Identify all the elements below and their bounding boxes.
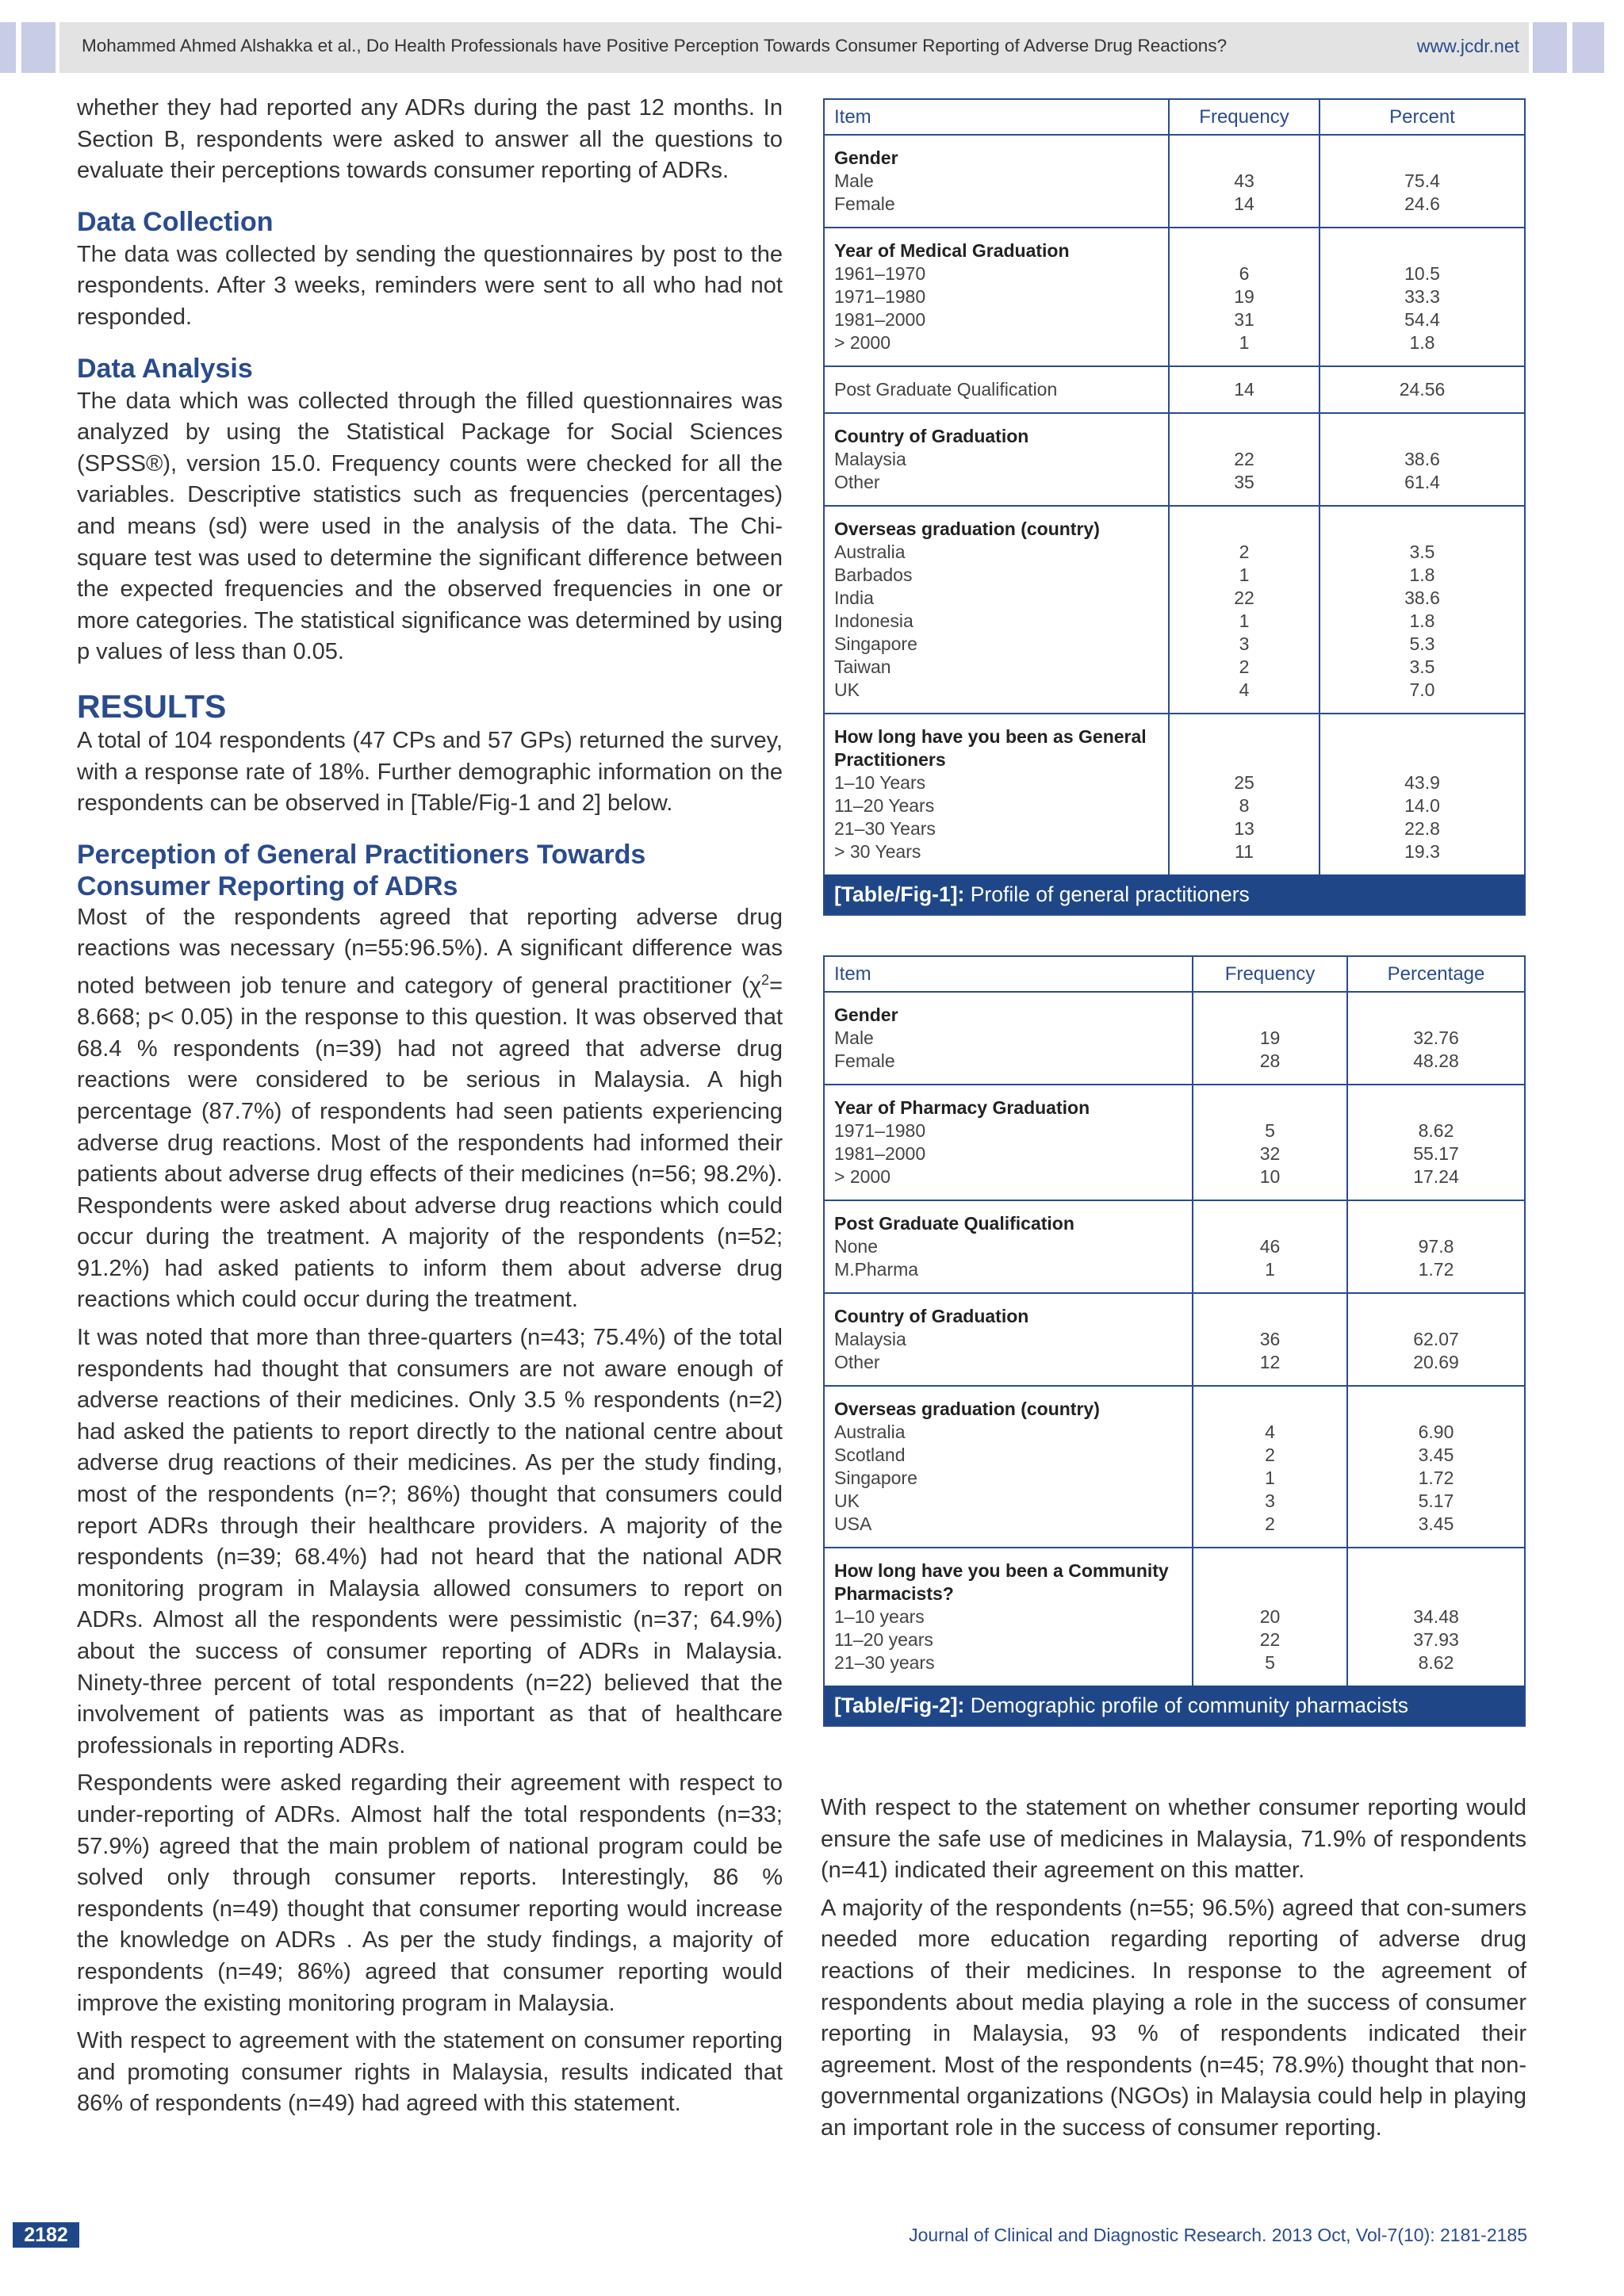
group-title: Gender bbox=[834, 1004, 898, 1025]
group-title: How long have you been a Community bbox=[834, 1560, 1169, 1581]
percent-value: 24.56 bbox=[1399, 379, 1446, 400]
left-column bbox=[77, 93, 783, 2120]
table-fig-2 bbox=[823, 955, 1526, 1727]
frequency-value: 3 bbox=[1265, 1490, 1275, 1511]
paragraph-consumer-rights: With respect to agreement with the statement on consumer reporting and promoting consumer rights in Malaysia, results indicated that 86% of respondents (n=49) had agreed with this statement. bbox=[77, 2028, 783, 2117]
heading-data-collection: Data Collection bbox=[77, 206, 274, 237]
item-cell bbox=[825, 1200, 1193, 1293]
percent-value: 62.07 bbox=[1413, 1329, 1459, 1349]
item-cell bbox=[825, 992, 1193, 1085]
row-label: Singapore bbox=[834, 633, 917, 654]
row-label: Other bbox=[834, 472, 880, 492]
percent-value: 54.4 bbox=[1404, 309, 1440, 330]
perception-text-b: = 8.668; p< 0.05) in the response to this question. It was observed that 68.4 % respondents (n=39) had not agreed that adverse drug reactions were considered to be serious in Malaysia. A high percentage (87.7%) of respondents had seen patients experiencing adverse drug reactions. Most of the respondents had informed their patients about adverse drug effects of their medicines (n=56; 98.2%). Respondents were asked about adverse drug reactions which could occur during the treatment. A majority of the respondents (n=52; 91.2%) had asked patients to inform them about adverse drug reactions which could occur during the treatment. bbox=[77, 973, 783, 1313]
paragraph-education: A majority of the respondents (n=55; 96.5%) agreed that con-sumers needed more education regarding reporting of adverse drug reactions of their medicines. In response to the agreement of respondents about media playing a role in the success of consumer reporting in Malaysia, 93 % of respondents indicated their agreement. Most of the respondents (n=45; 78.9%) thought that non-governmental organizations (NGOs) in Malaysia could help in playing an important role in the success of consumer reporting. bbox=[821, 1895, 1526, 2141]
frequency-value: 4 bbox=[1239, 679, 1250, 700]
percent-value: 97.8 bbox=[1418, 1236, 1454, 1257]
row-label: Taiwan bbox=[834, 656, 891, 677]
table-row bbox=[825, 714, 1524, 874]
item-cell bbox=[825, 413, 1169, 506]
row-label: 1–10 years bbox=[834, 1606, 925, 1627]
chi-superscript: 2 bbox=[761, 971, 770, 988]
column-header-percent: Percent bbox=[1320, 100, 1524, 135]
row-label: > 2000 bbox=[834, 1166, 891, 1187]
frequency-value: 19 bbox=[1259, 1027, 1281, 1048]
table-row bbox=[825, 1548, 1524, 1686]
frequency-cell bbox=[1193, 1085, 1347, 1200]
percent-value: 20.69 bbox=[1413, 1352, 1459, 1372]
percent-value: 5.17 bbox=[1418, 1490, 1454, 1511]
percent-value: 33.3 bbox=[1404, 286, 1440, 307]
frequency-value: 36 bbox=[1259, 1329, 1281, 1349]
percent-value: 38.6 bbox=[1404, 449, 1440, 469]
table-row bbox=[825, 135, 1524, 228]
group-title: Pharmacists? bbox=[834, 1583, 954, 1604]
column-header-percentage: Percentage bbox=[1347, 957, 1524, 992]
percent-value: 48.28 bbox=[1413, 1050, 1459, 1071]
row-label: 1981–2000 bbox=[834, 309, 926, 330]
percent-value: 22.8 bbox=[1404, 818, 1440, 839]
row-label: Male bbox=[834, 1027, 874, 1048]
frequency-cell bbox=[1169, 506, 1320, 714]
percent-value: 7.0 bbox=[1409, 679, 1435, 700]
percent-value: 14.0 bbox=[1404, 795, 1440, 816]
row-label: M.Pharma bbox=[834, 1259, 919, 1280]
percent-value: 1.8 bbox=[1409, 332, 1435, 353]
group-title: How long have you been as General bbox=[834, 726, 1147, 747]
table-row bbox=[825, 413, 1524, 506]
row-label: Female bbox=[834, 1050, 895, 1071]
running-header-title: Mohammed Ahmed Alshakka et al., Do Health Professionals have Positive Perception Towards Consumer Reporting of Adverse Drug Reactions? bbox=[82, 36, 1228, 55]
frequency-cell bbox=[1193, 1200, 1347, 1293]
percent-value: 1.72 bbox=[1418, 1259, 1454, 1280]
frequency-value: 5 bbox=[1265, 1652, 1275, 1673]
frequency-value: 4 bbox=[1265, 1422, 1275, 1442]
percent-value: 34.48 bbox=[1413, 1606, 1459, 1627]
row-label: Barbados bbox=[834, 564, 913, 585]
percent-value: 5.3 bbox=[1409, 633, 1435, 654]
frequency-cell bbox=[1169, 714, 1320, 874]
item-cell bbox=[825, 228, 1169, 366]
frequency-value: 32 bbox=[1259, 1143, 1281, 1164]
paragraph-awareness: It was noted that more than three-quarters (n=43; 75.4%) of the total respondents had thought that consumers are not aware enough of adverse reactions of their medicines. Only 3.5 % respondents (n=2) had asked the patients to report directly to the national centre about adverse drug reactions of their medicines. As per the study finding, most of the respondents (n=?; 86%) thought that consumers could report ADRs through their healthcare providers. A majority of the respondents (n=39; 68.4%) had not heard that the national ADR monitoring program in Malaysia allowed consumers to report on ADRs. Almost all the respondents were pessimistic (n=37; 64.9%) about the success of consumer reporting of ADRs in Malaysia. Ninety-three percent of total respondents (n=22) believed that the involvement of patients was as important as that of healthcare professionals in reporting ADRs. bbox=[77, 1325, 783, 1758]
paragraph-data-collection: The data was collected by sending the questionnaires by post to the respondents. After 3 weeks, reminders were sent to all who had not responded. bbox=[77, 241, 783, 330]
frequency-value: 11 bbox=[1235, 841, 1254, 862]
percent-value: 3.45 bbox=[1418, 1513, 1454, 1534]
row-label: > 30 Years bbox=[834, 841, 921, 862]
table-caption bbox=[825, 874, 1524, 914]
percent-cell bbox=[1320, 228, 1524, 366]
frequency-value: 2 bbox=[1265, 1445, 1275, 1465]
group-title: Year of Medical Graduation bbox=[834, 240, 1070, 261]
heading-perception bbox=[77, 839, 783, 902]
paragraph-results: A total of 104 respondents (47 CPs and 57 GPs) returned the survey, with a response rate of 18%. Further demographic information on the respondents can be observed in [Table/Fig-1 and 2] below. bbox=[77, 727, 783, 817]
heading-perception-line-2: Consumer Reporting of ADRs bbox=[77, 871, 458, 901]
frequency-value: 22 bbox=[1234, 449, 1254, 469]
column-header-frequency: Frequency bbox=[1169, 100, 1320, 135]
percent-value: 24.6 bbox=[1404, 193, 1440, 214]
table-row bbox=[825, 1293, 1524, 1386]
row-label: India bbox=[834, 587, 874, 608]
frequency-value: 3 bbox=[1239, 633, 1250, 654]
item-cell bbox=[825, 135, 1169, 228]
percent-value: 10.5 bbox=[1404, 263, 1440, 284]
frequency-value: 12 bbox=[1259, 1352, 1281, 1372]
table-fig-1 bbox=[823, 98, 1526, 916]
percent-value: 1.8 bbox=[1409, 610, 1435, 631]
item-cell bbox=[825, 366, 1169, 413]
frequency-cell bbox=[1169, 135, 1320, 228]
table-row bbox=[825, 366, 1524, 413]
percent-cell bbox=[1320, 714, 1524, 874]
percent-value: 3.5 bbox=[1409, 541, 1435, 562]
percent-cell bbox=[1320, 366, 1524, 413]
item-cell bbox=[825, 506, 1169, 714]
percent-value: 8.62 bbox=[1418, 1120, 1454, 1141]
row-label: None bbox=[834, 1236, 878, 1257]
percent-value: 3.45 bbox=[1418, 1445, 1454, 1465]
perception-text-a: Most of the respondents agreed that reporting adverse drug reactions was necessary (n=55:96.5%). A significant difference was noted between job tenure and category of general practitioner ( bbox=[77, 904, 783, 999]
item-cell bbox=[825, 714, 1169, 874]
frequency-value: 13 bbox=[1234, 818, 1254, 839]
frequency-value: 28 bbox=[1259, 1050, 1281, 1071]
caption-label: [Table/Fig-2]: bbox=[834, 1693, 965, 1717]
caption-text: Demographic profile of community pharmacists bbox=[964, 1693, 1409, 1717]
row-label: 1971–1980 bbox=[834, 1120, 926, 1141]
journal-url-link[interactable]: www.jcdr.net bbox=[1416, 36, 1519, 56]
frequency-cell bbox=[1193, 1386, 1347, 1548]
percent-value: 1.72 bbox=[1418, 1468, 1454, 1488]
frequency-value: 31 bbox=[1234, 309, 1254, 330]
row-label: USA bbox=[834, 1513, 872, 1534]
frequency-value: 43 bbox=[1234, 170, 1254, 191]
percent-cell bbox=[1347, 1085, 1524, 1200]
item-cell bbox=[825, 1293, 1193, 1386]
frequency-value: 46 bbox=[1259, 1236, 1281, 1257]
frequency-cell bbox=[1193, 992, 1347, 1085]
percent-cell bbox=[1320, 135, 1524, 228]
row-label: 11–20 years bbox=[834, 1629, 933, 1650]
group-title: Practitioners bbox=[834, 749, 946, 770]
paragraph-under-reporting: Respondents were asked regarding their agreement with respect to under-reporting of ADRs. Almost half the total respondents (n=33; 57.9%) agreed that the main problem of national program could be solved only through consumer reports. Interestingly, 86 % respondents (n=49) thought that consumer reporting would increase the knowledge on ADRs . As per the study findings, a majority of respondents (n=49; 86%) agreed that consumer reporting would improve the existing monitoring program in Malaysia. bbox=[77, 1770, 783, 2016]
frequency-value: 2 bbox=[1239, 656, 1250, 677]
header-decoration bbox=[21, 22, 56, 73]
row-label: Male bbox=[834, 170, 874, 191]
paragraph-data-analysis: The data which was collected through the filled questionnaires was analyzed by using the Statistical Package for Social Sciences (SPSS®), version 15.0. Frequency counts were checked for all the variables. Descriptive statistics such as frequencies (percentages) and means (sd) were used in the analysis of the data. The Chi-square test was used to determine the significant difference between the expected frequencies and the observed frequencies in one or more categories. The statistical significance was determined by using p values of less than 0.05. bbox=[77, 388, 783, 665]
column-header-item: Item bbox=[825, 957, 1193, 992]
percent-cell bbox=[1347, 1386, 1524, 1548]
frequency-value: 10 bbox=[1259, 1166, 1281, 1187]
table-caption bbox=[825, 1686, 1524, 1725]
row-label: Post Graduate Qualification bbox=[834, 379, 1058, 400]
percent-value: 43.9 bbox=[1404, 772, 1440, 793]
percent-value: 19.3 bbox=[1404, 841, 1440, 862]
row-label: Singapore bbox=[834, 1468, 917, 1488]
row-label: 1971–1980 bbox=[834, 286, 926, 307]
frequency-cell bbox=[1193, 1293, 1347, 1386]
frequency-cell bbox=[1193, 1548, 1347, 1686]
table-header-row bbox=[825, 100, 1524, 135]
table-row bbox=[825, 1085, 1524, 1200]
group-title: Gender bbox=[834, 147, 898, 168]
frequency-value: 1 bbox=[1239, 564, 1250, 585]
percent-cell bbox=[1347, 992, 1524, 1085]
percent-value: 37.93 bbox=[1413, 1629, 1459, 1650]
frequency-value: 6 bbox=[1239, 263, 1250, 284]
percent-value: 75.4 bbox=[1404, 170, 1440, 191]
frequency-cell bbox=[1169, 413, 1320, 506]
caption-label: [Table/Fig-1]: bbox=[834, 882, 965, 906]
table-row bbox=[825, 992, 1524, 1085]
frequency-value: 5 bbox=[1265, 1120, 1275, 1141]
percent-value: 1.8 bbox=[1409, 564, 1435, 585]
frequency-value: 14 bbox=[1234, 193, 1254, 214]
row-label: > 2000 bbox=[834, 332, 891, 353]
percent-value: 38.6 bbox=[1404, 587, 1440, 608]
heading-perception-line-1: Perception of General Practitioners Towards bbox=[77, 839, 646, 870]
frequency-value: 19 bbox=[1234, 286, 1254, 307]
frequency-value: 22 bbox=[1259, 1629, 1281, 1650]
table-row bbox=[825, 228, 1524, 366]
header-decoration bbox=[0, 22, 16, 73]
row-label: Indonesia bbox=[834, 610, 914, 631]
group-title: Country of Graduation bbox=[834, 1306, 1029, 1326]
frequency-value: 20 bbox=[1259, 1606, 1281, 1627]
percent-value: 32.76 bbox=[1413, 1027, 1459, 1048]
percent-value: 61.4 bbox=[1404, 472, 1440, 492]
frequency-value: 8 bbox=[1239, 795, 1250, 816]
paragraph-intro: whether they had reported any ADRs during the past 12 months. In Section B, respondents were asked to answer all the questions to evaluate their perceptions towards consumer reporting of ADRs. bbox=[77, 95, 783, 184]
row-label: 21–30 years bbox=[834, 1652, 935, 1673]
frequency-value: 14 bbox=[1234, 379, 1254, 400]
row-label: 1981–2000 bbox=[834, 1143, 926, 1164]
item-cell bbox=[825, 1548, 1193, 1686]
group-title: Overseas graduation (country) bbox=[834, 1399, 1100, 1419]
column-header-frequency: Frequency bbox=[1193, 957, 1347, 992]
row-label: Australia bbox=[834, 1422, 906, 1442]
caption-text: Profile of general practitioners bbox=[964, 882, 1250, 906]
table-row bbox=[825, 1386, 1524, 1548]
row-label: 1961–1970 bbox=[834, 263, 926, 284]
group-title: Overseas graduation (country) bbox=[834, 519, 1100, 539]
row-label: Malaysia bbox=[834, 1329, 906, 1349]
frequency-value: 25 bbox=[1234, 772, 1254, 793]
paragraph-perception bbox=[77, 902, 783, 1316]
table-row bbox=[825, 1200, 1524, 1293]
header-decoration bbox=[1533, 22, 1567, 73]
column-header-item: Item bbox=[825, 100, 1169, 135]
row-label: Australia bbox=[834, 541, 906, 562]
frequency-value: 2 bbox=[1265, 1513, 1275, 1534]
percent-cell bbox=[1347, 1548, 1524, 1686]
percent-value: 17.24 bbox=[1413, 1166, 1459, 1187]
frequency-value: 1 bbox=[1265, 1468, 1275, 1488]
percent-cell bbox=[1347, 1200, 1524, 1293]
row-label: Malaysia bbox=[834, 449, 906, 469]
percent-cell bbox=[1320, 506, 1524, 714]
frequency-value: 22 bbox=[1234, 587, 1254, 608]
row-label: Female bbox=[834, 193, 895, 214]
row-label: 21–30 Years bbox=[834, 818, 936, 839]
frequency-value: 1 bbox=[1239, 610, 1250, 631]
percent-value: 6.90 bbox=[1418, 1422, 1454, 1442]
heading-data-analysis: Data Analysis bbox=[77, 353, 253, 384]
frequency-cell bbox=[1169, 366, 1320, 413]
percent-cell bbox=[1320, 413, 1524, 506]
item-cell bbox=[825, 1386, 1193, 1548]
percent-value: 8.62 bbox=[1418, 1652, 1454, 1673]
percent-value: 3.5 bbox=[1409, 656, 1435, 677]
percent-cell bbox=[1347, 1293, 1524, 1386]
journal-citation: Journal of Clinical and Diagnostic Research. 2013 Oct, Vol-7(10): 2181-2185 bbox=[909, 2225, 1527, 2245]
page-number: 2182 bbox=[13, 2222, 79, 2248]
table-row bbox=[825, 506, 1524, 714]
frequency-cell bbox=[1169, 228, 1320, 366]
row-label: UK bbox=[834, 1490, 860, 1511]
paragraph-safe-use: With respect to the statement on whether consumer reporting would ensure the safe use of medicines in Malaysia, 71.9% of respondents (n=41) indicated their agreement on this matter. bbox=[821, 1795, 1526, 1884]
row-label: Other bbox=[834, 1352, 880, 1372]
group-title: Post Graduate Qualification bbox=[834, 1213, 1074, 1234]
frequency-value: 2 bbox=[1239, 541, 1250, 562]
header-decoration bbox=[1572, 22, 1604, 73]
chi-symbol: χ bbox=[749, 973, 762, 999]
item-cell bbox=[825, 1085, 1193, 1200]
right-column bbox=[821, 1793, 1526, 2145]
frequency-value: 1 bbox=[1239, 332, 1250, 353]
group-title: Year of Pharmacy Graduation bbox=[834, 1097, 1090, 1118]
row-label: UK bbox=[834, 679, 860, 700]
row-label: 11–20 Years bbox=[834, 795, 935, 816]
row-label: 1–10 Years bbox=[834, 772, 926, 793]
group-title: Country of Graduation bbox=[834, 426, 1029, 446]
frequency-value: 35 bbox=[1234, 472, 1254, 492]
percent-value: 55.17 bbox=[1413, 1143, 1459, 1164]
frequency-value: 1 bbox=[1265, 1259, 1275, 1280]
row-label: Scotland bbox=[834, 1445, 906, 1465]
table-header-row bbox=[825, 957, 1524, 992]
heading-results: RESULTS bbox=[77, 687, 227, 725]
